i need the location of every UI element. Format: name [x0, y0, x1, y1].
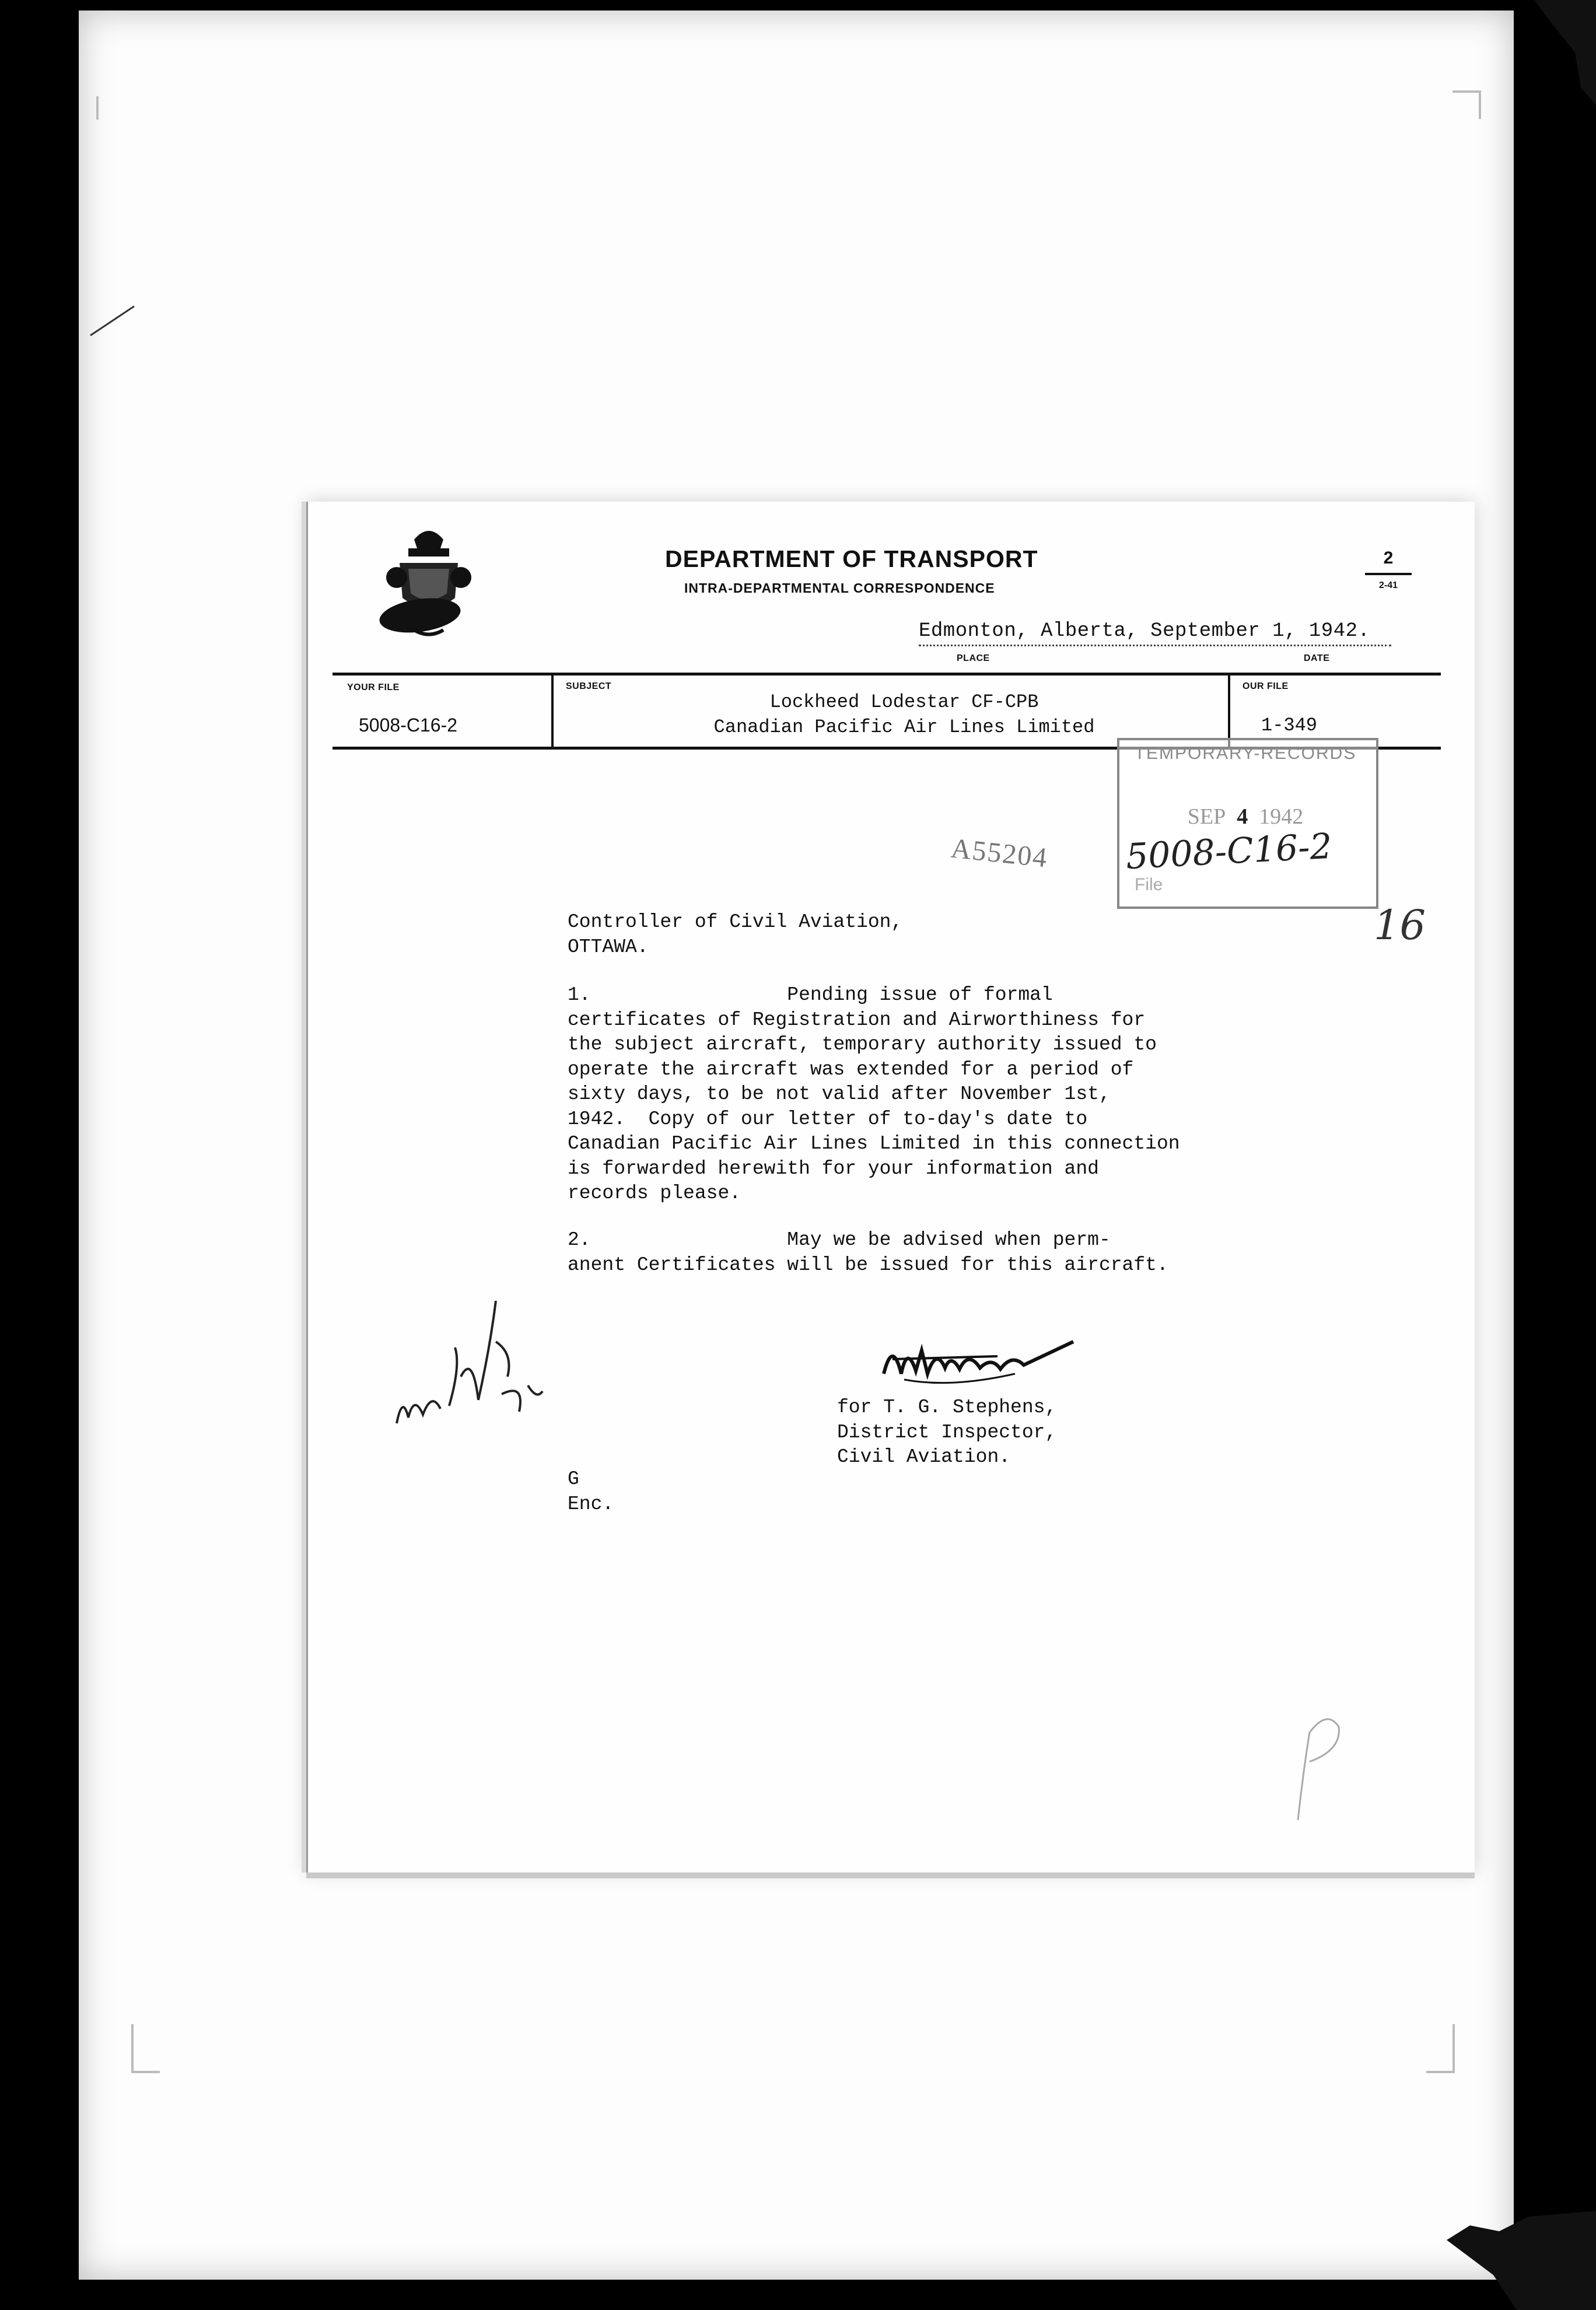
subject-line-2: Canadian Pacific Air Lines Limited: [713, 716, 1095, 738]
crop-mark-top-left: [96, 96, 125, 120]
records-stamp-date: [1123, 804, 1368, 830]
signoff-block: for T. G. Stephens, District Inspector, Civil Aviation.: [837, 1396, 1057, 1468]
film-edge-dust-bottom: [1447, 2199, 1596, 2310]
film-edge-dust-top: [1482, 0, 1596, 105]
your-file-caption: YOUR FILE: [347, 682, 400, 692]
paragraph-2: 2. May we be advised when perm- anent Certificates will be issued for this aircraft.: [568, 1229, 1168, 1276]
date-caption: DATE: [1304, 653, 1330, 663]
accession-number: A55204: [949, 832, 1049, 874]
your-file-number: 5008-C16-2: [359, 715, 457, 736]
subject-line-1: Lockheed Lodestar CF-CPB: [769, 691, 1039, 713]
crop-mark-bottom-right: [1426, 2024, 1455, 2073]
place-caption: PLACE: [957, 653, 990, 663]
correspondence-subtitle: INTRA-DEPARTMENTAL CORRESPONDENCE: [684, 580, 995, 596]
place-and-date: Edmonton, Alberta, September 1, 1942.: [919, 620, 1391, 646]
subject-caption: SUBJECT: [566, 681, 612, 691]
form-number: 2: [1383, 548, 1394, 568]
addressee: Controller of Civil Aviation, OTTAWA.: [568, 911, 903, 958]
records-stamp-file-number: 5008-C16-2: [1125, 825, 1334, 878]
form-revision-date: 2-41: [1378, 580, 1398, 590]
header-table-divider: [551, 673, 554, 750]
crop-mark-top-right: [1452, 90, 1481, 119]
form-number-rule: [1365, 573, 1412, 575]
stamp-date-month: SEP: [1187, 804, 1226, 829]
coat-of-arms-crest: [373, 522, 484, 645]
header-table-top-rule: [332, 673, 1441, 676]
handwritten-margin-notation: [391, 1260, 548, 1435]
typist-initials-and-enclosure: G Enc.: [568, 1468, 614, 1515]
stamp-date-year: 1942: [1259, 804, 1304, 829]
records-stamp-title: TEMPORARY-RECORDS: [1134, 744, 1357, 763]
department-title: DEPARTMENT OF TRANSPORT: [665, 545, 1038, 572]
our-file-number: 1-349: [1261, 715, 1317, 736]
records-stamp-file-label: File: [1135, 875, 1163, 894]
paragraph-1: 1. Pending issue of formal certificates of Registration and Airworthiness for the subject aircraft, temporary authority issued to operate the aircraft was extended for a period of sixty days, to be not valid after November 1st, 1942. Copy of our letter of to-day's date to Canadian Pacific Air Lines Limited in this connection is forwarded herewith for your information and records please.: [568, 984, 1180, 1204]
our-file-caption: OUR FILE: [1242, 681, 1289, 691]
film-scratch: [88, 303, 137, 338]
pencil-mark: [1286, 1709, 1350, 1826]
stamp-date-day: 4: [1237, 804, 1248, 829]
margin-handwritten-number: 16: [1374, 901, 1426, 949]
crop-mark-bottom-left: [131, 2024, 160, 2073]
handwritten-signature: [881, 1333, 1079, 1391]
